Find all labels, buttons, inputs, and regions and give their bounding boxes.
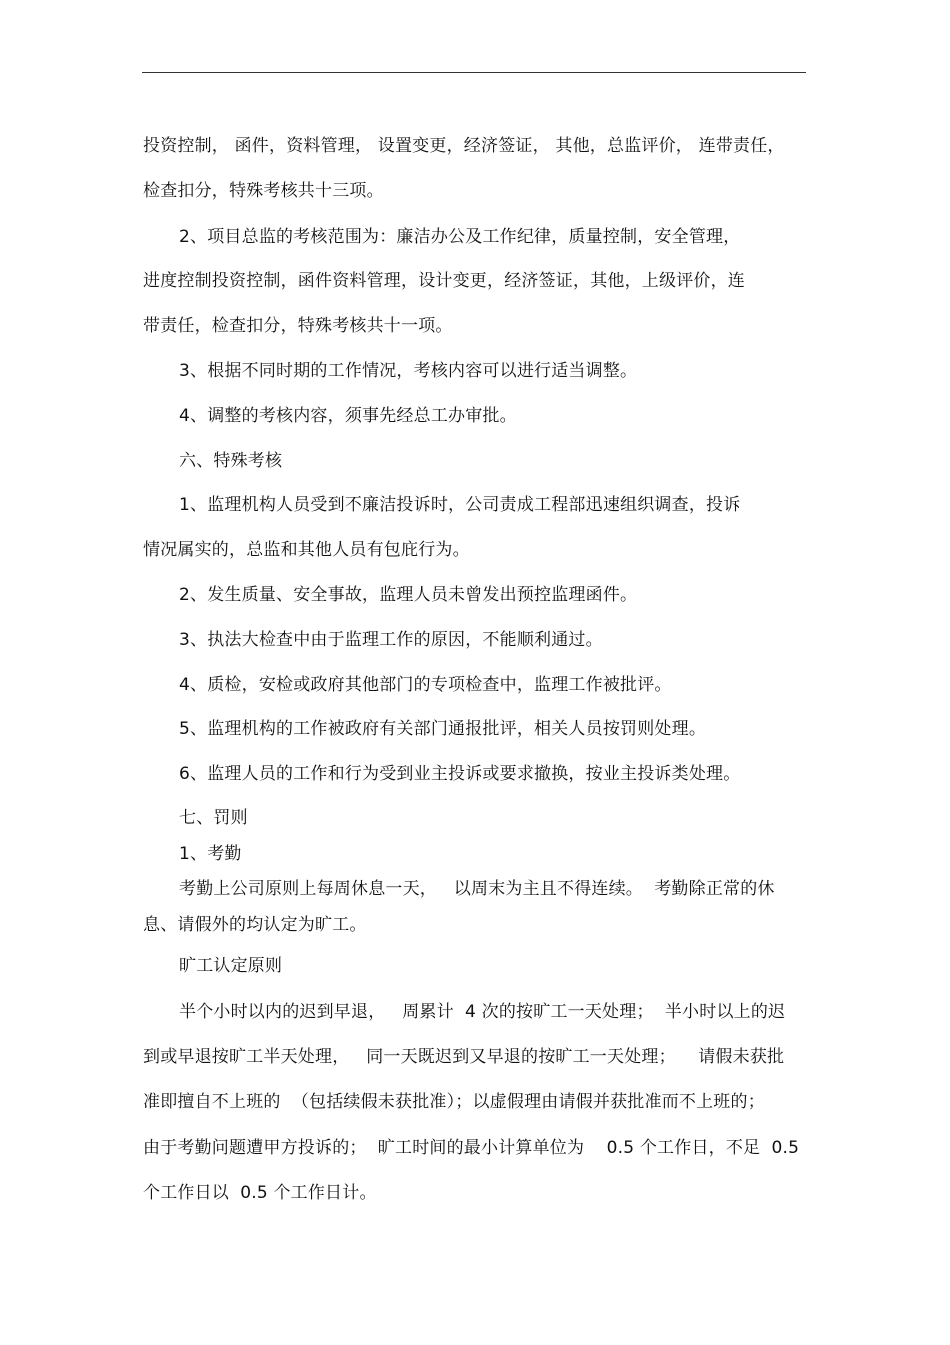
text-line: 4、质检，安检或政府其他部门的专项检查中，监理工作被批评。 (179, 675, 672, 695)
text-line: 3、根据不同时期的工作情况，考核内容可以进行适当调整。 (179, 361, 638, 381)
text-line: 3、执法大检查中由于监理工作的原因，不能顺利通过。 (179, 630, 603, 650)
text-line: 2、发生质量、安全事故，监理人员未曾发出预控监理函件。 (179, 585, 638, 605)
section-heading: 六、特殊考核 (179, 451, 283, 471)
text-line: 投资控制， 函件，资料管理， 设置变更，经济签证， 其他，总监评价， 连带责任， (143, 136, 785, 156)
subsection-heading: 1、考勤 (179, 844, 242, 864)
text-line: 5、监理机构的工作被政府有关部门通报批评，相关人员按罚则处理。 (179, 719, 707, 739)
text-line: 到或早退按旷工半天处理， 同一天既迟到又早退的按旷工一天处理； 请假未获批 (143, 1047, 785, 1067)
text-line: 个工作日以 0.5 个工作日计。 (143, 1183, 377, 1203)
text-line: 情况属实的，总监和其他人员有包庇行为。 (143, 540, 470, 560)
subsection-heading: 旷工认定原则 (179, 956, 283, 976)
text-line: 带责任，检查扣分，特殊考核共十一项。 (143, 316, 453, 336)
text-line: 考勤上公司原则上每周休息一天， 以周末为主且不得连续。 考勤除正常的休 (179, 879, 775, 899)
header-rule (142, 72, 806, 73)
text-line: 6、监理人员的工作和行为受到业主投诉或要求撤换，按业主投诉类处理。 (179, 764, 741, 784)
text-line: 1、监理机构人员受到不廉洁投诉时，公司责成工程部迅速组织调查，投诉 (179, 495, 741, 515)
text-line: 息、请假外的均认定为旷工。 (143, 915, 367, 935)
text-line: 准即擅自不上班的 （包括续假未获批准）；以虚假理由请假并获批准而不上班的； (143, 1092, 765, 1112)
text-line: 2、项目总监的考核范围为：廉洁办公及工作纪律，质量控制，安全管理， (179, 227, 741, 247)
text-line: 进度控制投资控制，函件资料管理，设计变更，经济签证，其他，上级评价，连 (143, 271, 745, 291)
text-line: 由于考勤问题遭甲方投诉的； 旷工时间的最小计算单位为 0.5 个工作日，不足 0.5 (143, 1138, 800, 1158)
text-line: 检查扣分，特殊考核共十三项。 (143, 181, 384, 201)
text-line: 半个小时以内的迟到早退， 周累计 4 次的按旷工一天处理； 半小时以上的迟 (179, 1002, 786, 1022)
text-line: 4、调整的考核内容，须事先经总工办审批。 (179, 406, 517, 426)
section-heading: 七、罚则 (179, 808, 248, 828)
